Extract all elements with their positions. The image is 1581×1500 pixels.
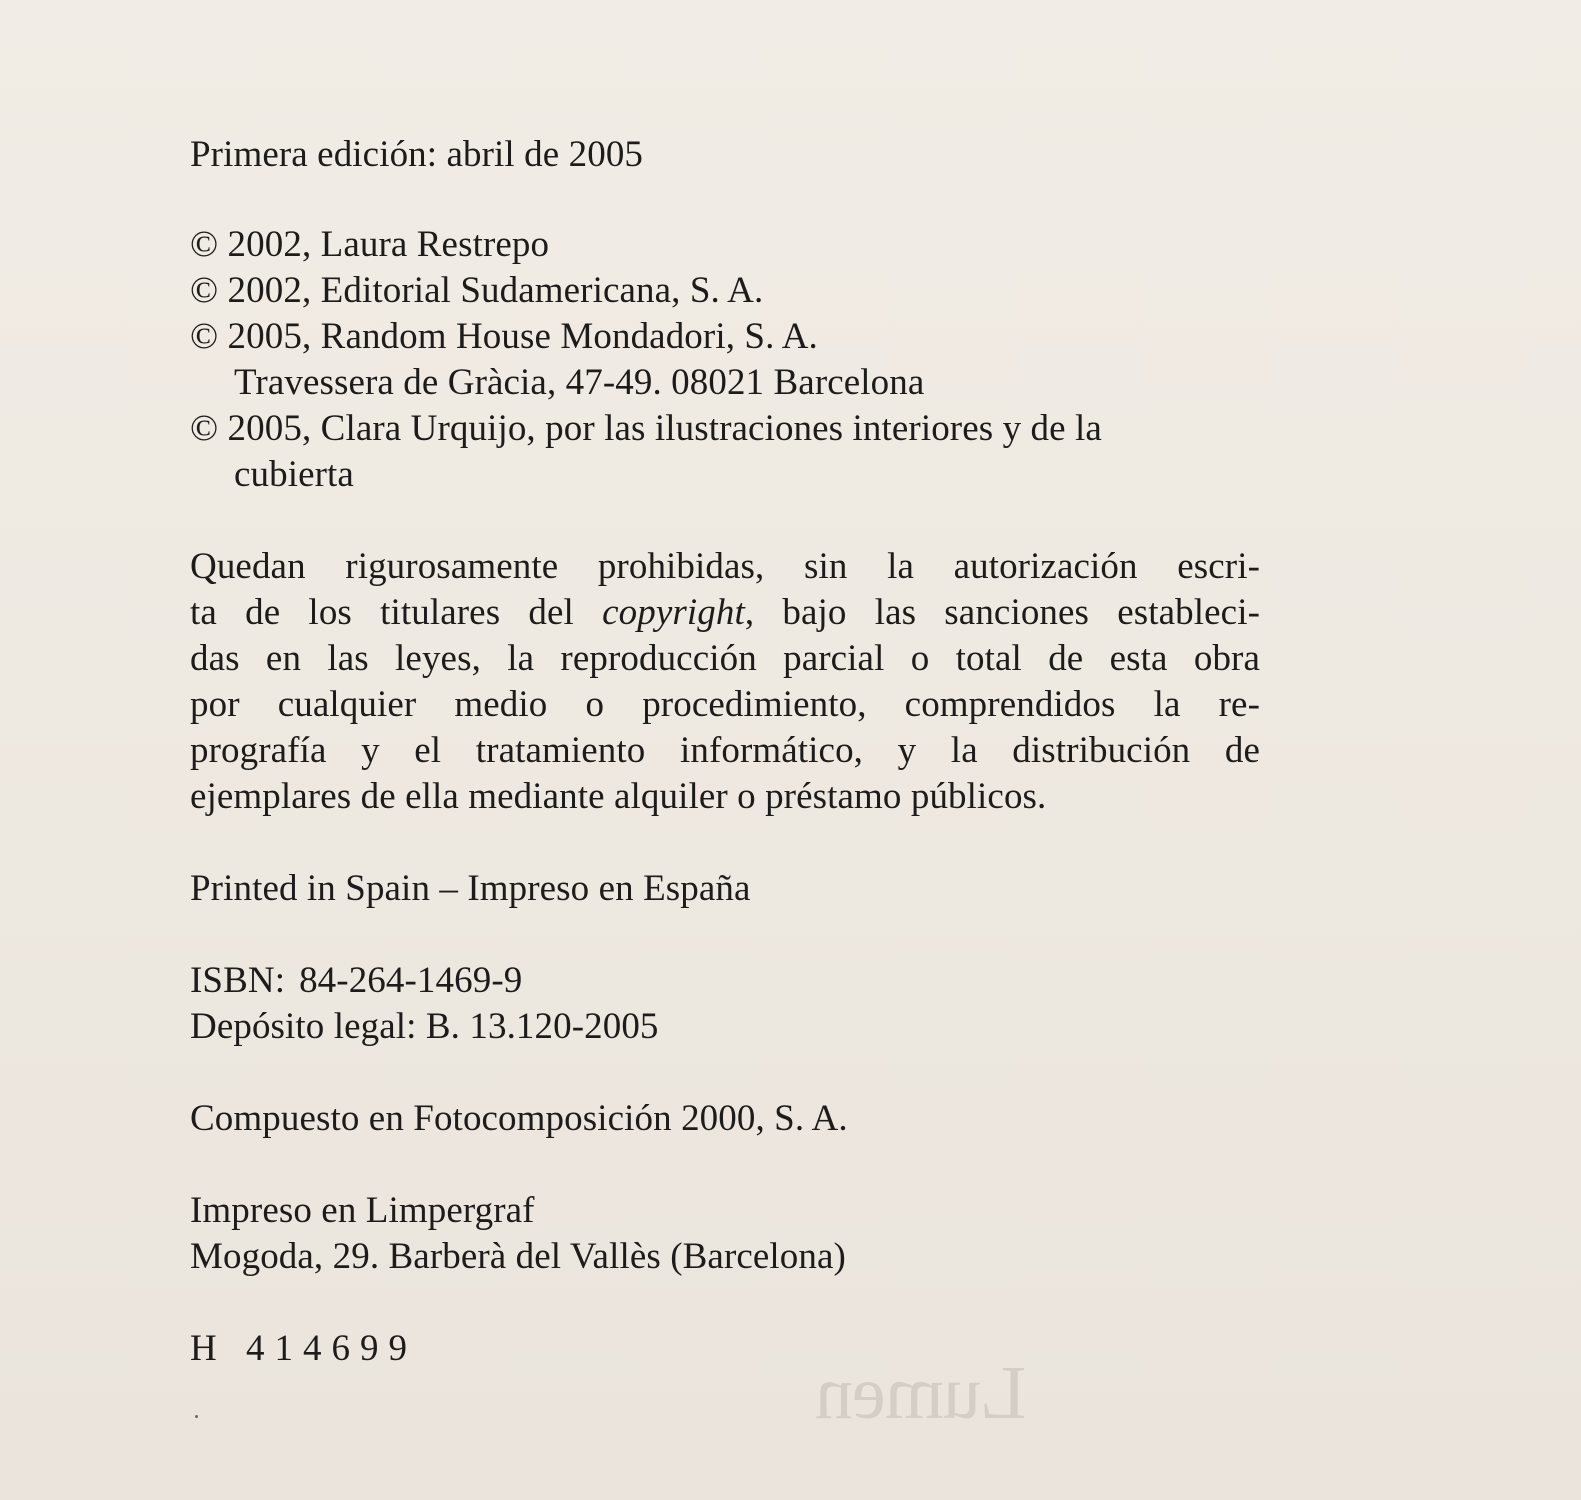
copyright-word-italic: copyright (602, 592, 745, 633)
isbn-line (190, 958, 1260, 1004)
printer-address: Mogoda, 29. Barberà del Vallès (Barcelona) (190, 1236, 846, 1277)
rights-notice-line: prografía y el tratamiento informático, y la distribución de (190, 730, 1260, 771)
paper-speck (195, 1415, 198, 1418)
code-paragraph (190, 1326, 1260, 1372)
isbn-paragraph (190, 958, 1260, 1050)
printed-in-line: Printed in Spain – Impreso en España (190, 868, 751, 909)
printer-name: Impreso en Limpergraf (190, 1190, 535, 1231)
isbn-label: ISBN: (190, 960, 286, 1001)
rights-notice-line: por cualquier medio o procedimiento, comprendidos la re- (190, 684, 1260, 725)
composed-paragraph (190, 1096, 1260, 1142)
rights-notice-text: ta de los titulares del (190, 592, 603, 633)
isbn-value: 84-264-1469-9 (299, 960, 523, 1001)
copyright-sudamericana: © 2002, Editorial Sudamericana, S. A. (190, 270, 764, 311)
rights-notice-paragraph (190, 544, 1260, 820)
copyright-author: © 2002, Laura Restrepo (190, 224, 550, 265)
rights-notice-line: Quedan rigurosamente prohibidas, sin la autorización escri- (190, 546, 1260, 587)
edition-line: Primera edición: abril de 2005 (190, 134, 644, 175)
rights-notice-line (190, 590, 1260, 636)
print-code: H 414699 (190, 1328, 417, 1369)
composed-line: Compuesto en Fotocomposición 2000, S. A. (190, 1098, 848, 1139)
copyright-random-house: © 2005, Random House Mondadori, S. A. (190, 316, 818, 357)
rights-notice-line: das en las leyes, la reproducción parcial o total de esta obra (190, 638, 1260, 679)
publisher-address: Travessera de Gràcia, 47-49. 08021 Barcelona (234, 362, 925, 403)
copyright-paragraph (190, 222, 1260, 498)
edition-paragraph (190, 132, 1260, 178)
printer-paragraph (190, 1188, 1260, 1280)
legal-deposit-line: Depósito legal: B. 13.120-2005 (190, 1006, 659, 1047)
show-through-logo: Lumen (816, 1351, 1027, 1435)
copyright-illustrations: © 2005, Clara Urquijo, por las ilustraciones interiores y de la (190, 408, 1102, 449)
rights-notice-line: ejemplares de ella mediante alquiler o préstamo públicos. (190, 776, 1047, 817)
rights-notice-text: , bajo las sanciones estableci- (744, 592, 1261, 633)
printed-in-paragraph (190, 866, 1260, 912)
copyright-illustrations-continued: cubierta (234, 454, 354, 495)
copyright-text-block (190, 132, 1260, 1372)
